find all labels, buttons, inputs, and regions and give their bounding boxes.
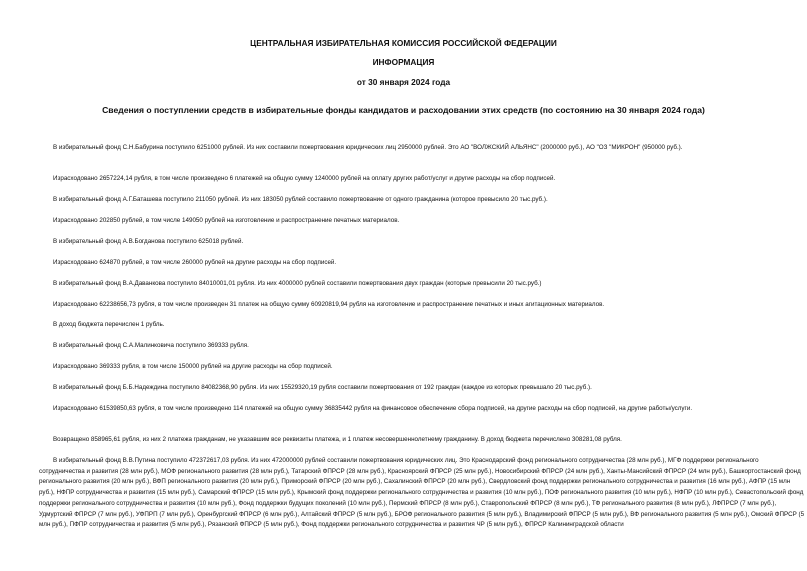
paragraph-malinkovich-spending: Израсходовано 369333 рубля, в том числе 150000 рублей на другие расходы на сбор подписей. [53, 363, 333, 371]
paragraph-baburin-income: В избирательный фонд С.Н.Бабурина поступило 6251000 рублей. Из них составили пожертвования юридических лиц 2950000 рублей. Это АО "ВОЛЖСКИЙ АЛЬЯНС" (2000000 руб.), АО "ОЗ "МИКРОН" (950000 руб.). [53, 144, 683, 151]
paragraph-batashev-spending: Израсходовано 202850 рублей, в том числе 149050 рублей на изготовление и распространение печатных материалов. [53, 216, 400, 224]
paragraph-davankov-spending: Израсходовано 62238656,73 рубля, в том числе произведен 31 платеж на общую сумму 60920819,94 рубля на изготовление и распространение печатных и иных агитационных материалов. [53, 300, 605, 308]
paragraph-nadezhdin-spending: Израсходовано 61539850,63 рубля, в том числе произведено 114 платежей на общую сумму 36835442 рубля на финансовое обеспечение сбора подписей, на другие расходы на сбор подписей, на другие работы/услуги. [53, 404, 693, 412]
document-type-heading: ИНФОРМАЦИЯ [372, 57, 435, 67]
document-body [39, 143, 805, 542]
paragraph-bogdanov-income: В избирательный фонд А.В.Богданова поступило 625018 рублей. [53, 237, 244, 245]
paragraph-baburin-spending: Израсходовано 2657224,14 рубля, в том числе произведено 6 платежей на общую сумму 1240000 рублей на оплату других работ/услуг и другие расходы на сбор подписей. [53, 175, 556, 183]
document-subtitle: Сведения о поступлении средств в избирательные фонды кандидатов и расходовании этих средств (по состоянию на 30 января 2024 года) [102, 105, 705, 115]
paragraph-batashev-income: В избирательный фонд А.Г.Баташева поступило 211050 рублей. Из них 183050 рублей составило пожертвование от одного гражданина (которое превысило 20 тыс.руб.). [53, 196, 548, 204]
paragraph-davankov-income: В избирательный фонд В.А.Даванкова поступило 84010001,01 рубля. Из них 4000000 рублей составили пожертвования двух граждан (которые превысили 20 тыс.руб.) [53, 279, 542, 287]
paragraph-putin-income: В избирательный фонд В.В.Путина поступило 472372617,03 рубля. Из них 472000000 рублей составили пожертвования юридических лиц. Это Краснодарский фонд регионального сотрудничества (28 млн руб.), МГФ поддержки регионального сотрудничества и развития (28 млн руб.), МОФ регионального развития (28 млн руб.), Татарский ФПРСР (28 млн руб.), Красноярский ФПРСР (25 млн руб.), Новосибирский ФПРСР (24 млн руб.), Ханты-Мансийский ФПРСР (24 млн руб.), Башкортостанский фонд регионального развития (20 млн руб.), ВФП регионального развития (20 млн руб.), Приморский ФПРСР (20 млн руб.), Сахалинский ФПРСР (20 млн руб.), Свердловский фонд поддержки регионального сотрудничества и развития (16 млн руб.), АФПР (15 млн руб.), НФПР сотрудничества и развития (15 млн руб.), Самарский ФПРСР (15 млн руб.), Крымский фонд поддержки регионального сотрудничества и развития (10 млн руб.), ПОФ регионального развития (10 млн руб.), НФПР (10 млн руб.), Севастопольский фонд поддержки регионального сотрудничества и развития (10 млн руб.), Фонд поддержки будущих поколений (10 млн руб.), Пермский ФПРСР (8 млн руб.), Ставропольский ФПРСР (8 млн руб.), ТФ регионального развития (8 млн руб.), ЛФПРСР (7 млн руб.), Удмуртский ФПРСР (7 млн руб.), УФПРП (7 млн руб.), Оренбургский ФПРСР (6 млн руб.), Алтайский ФПРСР (5 млн руб.), БРОФ регионального развития (5 млн руб.), Владимирский ФПРСР (5 млн руб.), ВФ регионального развития (5 млн руб.), Омский ФПРСР (5 млн руб.), ПФПР сотрудничества и развития (5 млн руб.), Рязанский ФПРСР (5 млн руб.), Фонд поддержки регионального сотрудничества и развития ЧР (5 млн руб.), ФПРСР Калининградской области [39, 457, 805, 529]
organization-heading: ЦЕНТРАЛЬНАЯ ИЗБИРАТЕЛЬНАЯ КОМИССИЯ РОССИЙСКОЙ ФЕДЕРАЦИИ [250, 38, 557, 48]
paragraph-davankov-budget: В доход бюджета перечислен 1 рубль. [53, 321, 165, 329]
paragraph-nadezhdin-refund: Возвращено 858965,61 рубля, из них 2 платежа гражданам, не указавшим все реквизиты платежа, и 1 платеж несовершеннолетнему гражданину. В доход бюджета перечислено 308281,08 рубля. [53, 436, 622, 444]
date-line: от 30 января 2024 года [356, 77, 451, 87]
paragraph-bogdanov-spending: Израсходовано 624870 рублей, в том числе 260000 рублей на другие расходы на сбор подписей. [53, 258, 337, 266]
paragraph-nadezhdin-income: В избирательный фонд Б.Б.Надеждина поступило 84082368,90 рубля. Из них 15529320,19 рубля составили пожертвования от 192 граждан (каждое из которых превышало 20 тыс.руб.). [53, 384, 592, 392]
paragraph-malinkovich-income: В избирательный фонд С.А.Малинковича поступило 369333 рубля. [53, 342, 249, 350]
